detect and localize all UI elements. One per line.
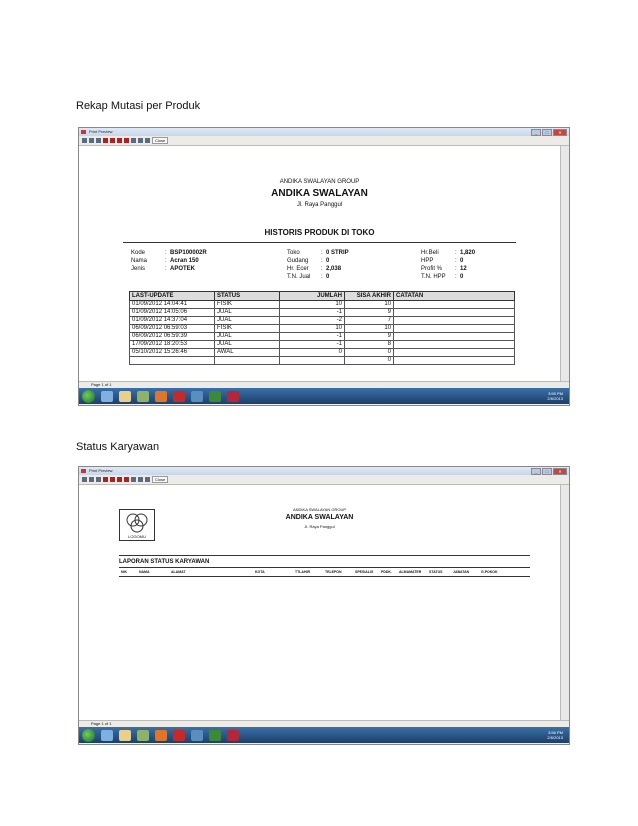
- zoom-icon[interactable]: [96, 138, 101, 143]
- col-header: SPESIALIS: [355, 570, 374, 574]
- save-icon[interactable]: [138, 138, 143, 143]
- title-rule: [119, 555, 530, 556]
- cell: [394, 301, 515, 309]
- info-row: T.N. Jual : 0: [287, 274, 330, 280]
- minimize-button[interactable]: _: [531, 129, 541, 136]
- table-row: [130, 317, 515, 325]
- print-icon[interactable]: [82, 477, 87, 482]
- close-window-button[interactable]: ✕: [553, 468, 567, 475]
- preview-taskbar-icon[interactable]: [227, 730, 239, 741]
- cell: 9: [345, 309, 394, 317]
- prev-page-icon[interactable]: [110, 138, 115, 143]
- cell: [394, 349, 515, 357]
- company-group: ANDIKA SWALAYAN GROUP: [279, 179, 360, 185]
- cell: 10: [280, 301, 345, 309]
- cell: 17/09/2012 18:20:53: [130, 341, 215, 349]
- table-row: [130, 309, 515, 317]
- col-header: G.POKOK: [481, 570, 498, 574]
- open-icon[interactable]: [131, 477, 136, 482]
- cell: 0: [345, 357, 394, 365]
- maximize-button[interactable]: □: [542, 468, 552, 475]
- cell: -1: [280, 341, 345, 349]
- page-setup-icon[interactable]: [89, 477, 94, 482]
- cell: 0: [345, 349, 394, 357]
- cell: 10: [280, 325, 345, 333]
- cell: AWAL: [215, 349, 280, 357]
- table-row: [130, 349, 515, 357]
- cell: 0: [280, 349, 345, 357]
- table-row: [130, 341, 515, 349]
- table-row: [130, 357, 515, 365]
- app-taskbar-icon[interactable]: [191, 391, 203, 402]
- section-heading: Rekap Mutasi per Produk: [76, 100, 201, 112]
- first-page-icon[interactable]: [103, 477, 108, 482]
- last-page-icon[interactable]: [124, 138, 129, 143]
- col-header: ALMAMATER: [399, 570, 422, 574]
- window-title: Print Preview: [89, 129, 113, 134]
- title-rule: [123, 242, 516, 243]
- cell: 10: [345, 325, 394, 333]
- info-row: Profit % : 12: [421, 266, 467, 272]
- cell: FISIK: [215, 301, 280, 309]
- col-header: ALAMAT: [171, 570, 186, 574]
- info-row: Kode : BSP100002R: [131, 250, 207, 256]
- cell: JUAL: [215, 317, 280, 325]
- cell: [130, 357, 215, 365]
- page-setup-icon[interactable]: [89, 138, 94, 143]
- cell: 01/09/2012 14:37:04: [130, 317, 215, 325]
- start-button[interactable]: [82, 390, 95, 403]
- window-title: Print Preview: [89, 468, 113, 473]
- table-row: [130, 301, 515, 309]
- status-bar: Page 1 of 1: [79, 381, 569, 388]
- last-page-icon[interactable]: [124, 477, 129, 482]
- report-page: [79, 485, 560, 720]
- cell: 01/09/2012 14:04:41: [130, 301, 215, 309]
- cell: FISIK: [215, 325, 280, 333]
- print-icon[interactable]: [82, 138, 87, 143]
- cell: 8: [345, 341, 394, 349]
- cell: 06/09/2012 06:59:39: [130, 333, 215, 341]
- company-address: Jl. Raya Panggul: [304, 524, 335, 529]
- info-left: [131, 249, 207, 273]
- ie-taskbar-icon[interactable]: [101, 391, 113, 402]
- cell: 7: [345, 317, 394, 325]
- section-heading: Status Karyawan: [76, 441, 160, 453]
- col-header: STATUS: [429, 570, 443, 574]
- first-page-icon[interactable]: [103, 138, 108, 143]
- open-icon[interactable]: [131, 138, 136, 143]
- cell: -2: [280, 317, 345, 325]
- logo-text: LOGOMU: [128, 534, 146, 539]
- excel-taskbar-icon[interactable]: [209, 730, 221, 741]
- cell: 05/10/2012 15:26:46: [130, 349, 215, 357]
- firefox-taskbar-icon[interactable]: [155, 391, 167, 402]
- col-header: CATATAN: [394, 292, 515, 301]
- excel-taskbar-icon[interactable]: [209, 391, 221, 402]
- cell: [394, 341, 515, 349]
- prev-page-icon[interactable]: [110, 477, 115, 482]
- col-header: LAST-UPDATE: [130, 292, 215, 301]
- cell: -1: [280, 309, 345, 317]
- cell: -1: [280, 333, 345, 341]
- preview-taskbar-icon[interactable]: [227, 391, 239, 402]
- table-row: [130, 333, 515, 341]
- cell: JUAL: [215, 333, 280, 341]
- col-header: JABATAN: [453, 570, 470, 574]
- opera-taskbar-icon[interactable]: [173, 730, 185, 741]
- company-address: Jl. Raya Panggul: [296, 202, 343, 208]
- cell: 01/09/2012 14:05:06: [130, 309, 215, 317]
- cell: [394, 309, 515, 317]
- report-page: [79, 146, 560, 381]
- zoom-icon[interactable]: [96, 477, 101, 482]
- col-header: SISA AKHIR: [345, 292, 394, 301]
- cell: JUAL: [215, 341, 280, 349]
- info-mid: [287, 249, 349, 281]
- taskbar: [79, 388, 569, 404]
- company-name: ANDIKA SWALAYAN: [285, 514, 354, 521]
- table-header-row: [130, 292, 515, 301]
- ie-taskbar-icon[interactable]: [101, 730, 113, 741]
- cell: [280, 357, 345, 365]
- cell: [215, 357, 280, 365]
- info-row: HPP : 0: [421, 258, 464, 264]
- vertical-scrollbar[interactable]: [560, 485, 569, 720]
- company-group: ANDIKA SWALAYAN GROUP: [292, 507, 347, 512]
- print-preview-window: [78, 466, 570, 745]
- folder-taskbar-icon[interactable]: [119, 730, 131, 741]
- system-clock: 3:56 PM 2/6/2013: [547, 730, 563, 740]
- info-row: Hr. Ecer : 2,038: [287, 266, 342, 272]
- window-titlebar: [79, 128, 569, 136]
- cell: [394, 333, 515, 341]
- status-bar: Page 1 of 1: [79, 720, 569, 727]
- report-title: LAPORAN STATUS KARYAWAN: [119, 559, 210, 565]
- app-icon: [81, 130, 86, 134]
- minimize-button[interactable]: _: [531, 468, 541, 475]
- maximize-button[interactable]: □: [542, 129, 552, 136]
- info-row: Toko : 0 STRIP: [287, 250, 349, 256]
- info-row: Gudang : 0: [287, 258, 330, 264]
- next-page-icon[interactable]: [117, 477, 122, 482]
- print-preview-window: [78, 127, 570, 406]
- close-button[interactable]: Close: [152, 476, 168, 483]
- cell: 9: [345, 333, 394, 341]
- preview-toolbar: [79, 136, 569, 146]
- export-icon[interactable]: [145, 138, 150, 143]
- info-right: [421, 249, 475, 281]
- cell: 10: [345, 301, 394, 309]
- save-icon[interactable]: [138, 477, 143, 482]
- col-header: TTLAHIR: [295, 570, 310, 574]
- next-page-icon[interactable]: [117, 138, 122, 143]
- cell: [394, 317, 515, 325]
- col-header: PDDK.: [381, 570, 392, 574]
- cell: JUAL: [215, 309, 280, 317]
- system-clock: 3:55 PM 2/6/2013: [547, 391, 563, 401]
- table-row: [130, 325, 515, 333]
- info-row: Hr.Beli : 1,820: [421, 250, 476, 256]
- cell: 06/09/2012 06:59:03: [130, 325, 215, 333]
- cell: [394, 325, 515, 333]
- info-row: Jenis : APOTEK: [131, 266, 196, 272]
- start-button[interactable]: [82, 729, 95, 742]
- cell: [394, 357, 515, 365]
- firefox-taskbar-icon[interactable]: [155, 730, 167, 741]
- taskbar: [79, 727, 569, 743]
- app-taskbar-icon[interactable]: [191, 730, 203, 741]
- employee-table-header: [119, 567, 530, 577]
- company-name: ANDIKA SWALAYAN: [271, 188, 368, 199]
- col-header: NIK: [121, 570, 128, 574]
- col-header: JUMLAH: [280, 292, 345, 301]
- col-header: STATUS: [215, 292, 280, 301]
- app-icon: [81, 469, 86, 473]
- export-icon[interactable]: [145, 477, 150, 482]
- info-row: T.N. HPP : 0: [421, 274, 464, 280]
- close-window-button[interactable]: ✕: [553, 129, 567, 136]
- history-table: [129, 291, 515, 365]
- window-titlebar: [79, 467, 569, 475]
- info-row: Nama : Acran 150: [131, 258, 199, 264]
- col-header: TELEPON: [325, 570, 342, 574]
- report-title: HISTORIS PRODUK DI TOKO: [264, 228, 375, 237]
- media-taskbar-icon[interactable]: [137, 391, 149, 402]
- close-button[interactable]: Close: [152, 137, 168, 144]
- opera-taskbar-icon[interactable]: [173, 391, 185, 402]
- folder-taskbar-icon[interactable]: [119, 391, 131, 402]
- col-header: NAMA: [139, 570, 150, 574]
- media-taskbar-icon[interactable]: [137, 730, 149, 741]
- preview-toolbar: [79, 475, 569, 485]
- col-header: KOTA: [255, 570, 265, 574]
- vertical-scrollbar[interactable]: [560, 146, 569, 381]
